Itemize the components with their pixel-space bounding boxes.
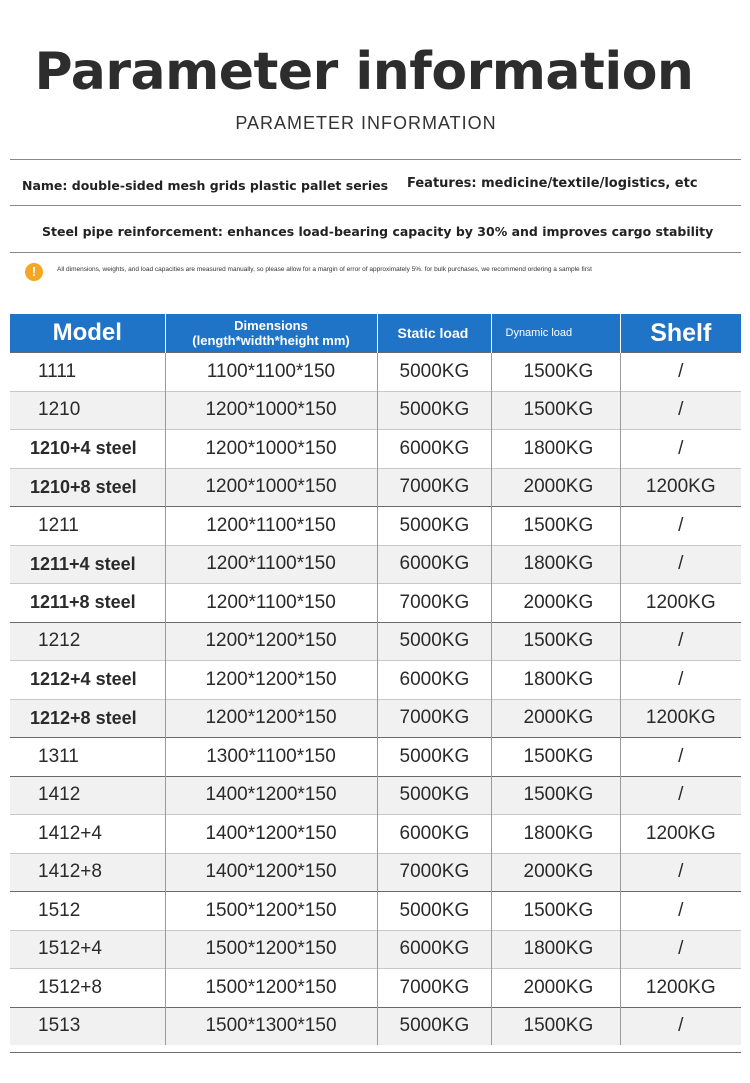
cell-dynamic-load: 1500KG (491, 1007, 620, 1045)
table-row (10, 930, 741, 969)
cell-shelf: / (620, 738, 741, 777)
cell-static-load: 7000KG (377, 853, 491, 892)
cell-shelf: / (620, 430, 741, 469)
table-row (10, 622, 741, 661)
cell-shelf: / (620, 391, 741, 430)
cell-shelf: / (620, 853, 741, 892)
table-row (10, 699, 741, 738)
table-row (10, 353, 741, 392)
table-row (10, 776, 741, 815)
cell-dimensions: 1200*1200*150 (165, 699, 377, 738)
divider (10, 205, 741, 206)
cell-dynamic-load: 2000KG (491, 853, 620, 892)
cell-dynamic-load: 2000KG (491, 468, 620, 507)
cell-dimensions: 1400*1200*150 (165, 776, 377, 815)
table-row (10, 468, 741, 507)
cell-shelf: / (620, 1007, 741, 1045)
cell-static-load: 5000KG (377, 622, 491, 661)
table-row (10, 545, 741, 584)
header-shelf: Shelf (620, 314, 741, 353)
cell-dynamic-load: 1500KG (491, 507, 620, 546)
cell-shelf: / (620, 892, 741, 931)
cell-model: 1210+8 steel (10, 468, 165, 507)
cell-shelf: / (620, 661, 741, 700)
table-row (10, 892, 741, 931)
cell-dimensions: 1100*1100*150 (165, 353, 377, 392)
cell-model: 1311 (10, 738, 165, 777)
cell-shelf: / (620, 545, 741, 584)
cell-shelf: / (620, 507, 741, 546)
cell-dynamic-load: 1500KG (491, 622, 620, 661)
cell-shelf: 1200KG (620, 584, 741, 623)
cell-static-load: 5000KG (377, 391, 491, 430)
table-row (10, 584, 741, 623)
cell-dynamic-load: 1800KG (491, 430, 620, 469)
cell-dynamic-load: 1500KG (491, 391, 620, 430)
header-dynamic-load: Dynamic load (491, 314, 620, 353)
cell-static-load: 6000KG (377, 815, 491, 854)
cell-shelf: / (620, 930, 741, 969)
table-bottom-border (10, 1052, 741, 1053)
cell-model: 1212+8 steel (10, 699, 165, 738)
product-name: Name: double-sided mesh grids plastic pallet series (22, 178, 389, 193)
table-row (10, 507, 741, 546)
divider (10, 252, 741, 253)
cell-model: 1211+4 steel (10, 545, 165, 584)
table-row (10, 1007, 741, 1045)
header-dimensions (165, 314, 377, 353)
parameter-table (10, 314, 741, 1045)
cell-static-load: 6000KG (377, 545, 491, 584)
table-row (10, 738, 741, 777)
cell-static-load: 5000KG (377, 892, 491, 931)
cell-dimensions: 1500*1200*150 (165, 969, 377, 1008)
cell-dynamic-load: 2000KG (491, 699, 620, 738)
cell-static-load: 6000KG (377, 930, 491, 969)
table-row (10, 391, 741, 430)
cell-dimensions: 1200*1000*150 (165, 430, 377, 469)
cell-dimensions: 1200*1100*150 (165, 584, 377, 623)
page-title: Parameter information (34, 42, 694, 102)
cell-dimensions: 1200*1100*150 (165, 507, 377, 546)
cell-dynamic-load: 1500KG (491, 738, 620, 777)
cell-shelf: 1200KG (620, 468, 741, 507)
cell-shelf: / (620, 353, 741, 392)
cell-dimensions: 1300*1100*150 (165, 738, 377, 777)
cell-dimensions: 1200*1000*150 (165, 468, 377, 507)
header-model: Model (10, 314, 165, 353)
cell-static-load: 7000KG (377, 468, 491, 507)
cell-dynamic-load: 2000KG (491, 584, 620, 623)
cell-model: 1211+8 steel (10, 584, 165, 623)
header-dimensions-unit: (length*width*height mm) (192, 333, 350, 348)
cell-static-load: 7000KG (377, 699, 491, 738)
cell-dynamic-load: 1800KG (491, 815, 620, 854)
cell-dimensions: 1500*1200*150 (165, 892, 377, 931)
cell-static-load: 5000KG (377, 507, 491, 546)
cell-model: 1212+4 steel (10, 661, 165, 700)
cell-model: 1513 (10, 1007, 165, 1045)
cell-dynamic-load: 1500KG (491, 776, 620, 815)
cell-dimensions: 1400*1200*150 (165, 853, 377, 892)
cell-model: 1412+8 (10, 853, 165, 892)
cell-model: 1412 (10, 776, 165, 815)
page-subtitle: PARAMETER INFORMATION (235, 113, 497, 133)
cell-static-load: 6000KG (377, 661, 491, 700)
cell-model: 1512+8 (10, 969, 165, 1008)
cell-static-load: 5000KG (377, 353, 491, 392)
cell-shelf: 1200KG (620, 699, 741, 738)
cell-static-load: 6000KG (377, 430, 491, 469)
cell-shelf: 1200KG (620, 969, 741, 1008)
cell-static-load: 7000KG (377, 584, 491, 623)
table-row (10, 661, 741, 700)
cell-dimensions: 1200*1000*150 (165, 391, 377, 430)
cell-dynamic-load: 1800KG (491, 545, 620, 584)
table-row (10, 815, 741, 854)
cell-dimensions: 1500*1300*150 (165, 1007, 377, 1045)
cell-shelf: 1200KG (620, 815, 741, 854)
table-row (10, 969, 741, 1008)
warning-icon: ! (25, 263, 43, 281)
header-static-load: Static load (377, 314, 491, 353)
cell-dynamic-load: 2000KG (491, 969, 620, 1008)
cell-model: 1512 (10, 892, 165, 931)
cell-model: 1210 (10, 391, 165, 430)
cell-dimensions: 1500*1200*150 (165, 930, 377, 969)
cell-dimensions: 1400*1200*150 (165, 815, 377, 854)
table-header-row (10, 314, 741, 353)
disclaimer-note: All dimensions, weights, and load capacities are measured manually, so please allow for a margin of error of approximately 5%. for bulk purchases, we recommend ordering a sample first (57, 266, 592, 273)
cell-model: 1211 (10, 507, 165, 546)
divider (10, 159, 741, 160)
cell-static-load: 7000KG (377, 969, 491, 1008)
cell-dynamic-load: 1800KG (491, 930, 620, 969)
header-dimensions-title: Dimensions (234, 318, 308, 333)
cell-shelf: / (620, 776, 741, 815)
cell-dynamic-load: 1500KG (491, 892, 620, 931)
cell-static-load: 5000KG (377, 1007, 491, 1045)
product-features: Features: medicine/textile/logistics, etc (407, 176, 698, 191)
cell-dimensions: 1200*1100*150 (165, 545, 377, 584)
cell-dimensions: 1200*1200*150 (165, 622, 377, 661)
cell-model: 1212 (10, 622, 165, 661)
table-row (10, 853, 741, 892)
cell-static-load: 5000KG (377, 738, 491, 777)
cell-static-load: 5000KG (377, 776, 491, 815)
cell-shelf: / (620, 622, 741, 661)
cell-model: 1111 (10, 353, 165, 392)
table-row (10, 430, 741, 469)
steel-reinforcement-note: Steel pipe reinforcement: enhances load-bearing capacity by 30% and improves cargo stability (42, 224, 714, 239)
cell-dynamic-load: 1500KG (491, 353, 620, 392)
cell-model: 1412+4 (10, 815, 165, 854)
cell-model: 1210+4 steel (10, 430, 165, 469)
cell-dimensions: 1200*1200*150 (165, 661, 377, 700)
cell-model: 1512+4 (10, 930, 165, 969)
cell-dynamic-load: 1800KG (491, 661, 620, 700)
